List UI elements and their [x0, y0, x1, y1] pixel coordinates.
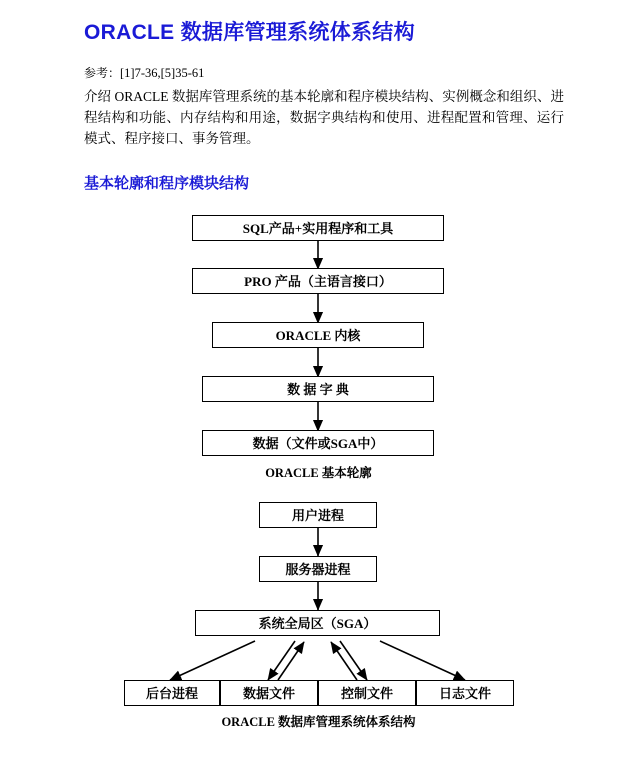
diagram-oracle-outline	[40, 207, 597, 482]
reference-line	[84, 64, 597, 81]
diagram1-box-3-label: ORACLE 内核	[275, 328, 361, 344]
diagram2-box-log-file	[416, 680, 514, 706]
diagram2-box-background-process-label: 后台进程	[145, 686, 198, 702]
page-title: ORACLE 数据库管理系统体系结构	[84, 21, 415, 44]
diagram1-box-4-label: 数 据 字 典	[287, 382, 349, 398]
diagram2-box-data-file	[220, 680, 318, 706]
diagram2-box-background-process	[124, 680, 220, 706]
reference-value: [1]7-36,[5]35-61	[120, 66, 205, 80]
diagram1-box-3	[212, 322, 424, 348]
diagram2-box-sga-label: 系统全局区（SGA）	[258, 616, 377, 632]
diagram1-box-1-label: SQL产品+实用程序和工具	[242, 221, 394, 237]
section-heading: 基本轮廓和程序模块结构	[84, 174, 250, 192]
diagram2-box-control-file-label: 控制文件	[340, 686, 393, 702]
intro-paragraph: 介绍 ORACLE 数据库管理系统的基本轮廓和程序模块结构、实例概念和组织、进程结构和功能、内存结构和用途，数据字典结构和使用、进程配置和管理、运行模式、程序接口、事务管理。	[84, 89, 564, 146]
diagram2-box-server-process-label: 服务器进程	[285, 562, 351, 578]
diagram1-box-1	[192, 215, 444, 241]
diagram1-box-5	[202, 430, 434, 456]
diagram2-box-data-file-label: 数据文件	[242, 686, 295, 702]
diagram2-box-user-process	[259, 502, 377, 528]
diagram1-box-4	[202, 376, 434, 402]
diagram1-box-2-label: PRO 产品（主语言接口）	[244, 274, 392, 290]
diagram2-box-server-process	[259, 556, 377, 582]
diagram1-caption: ORACLE 基本轮廓	[265, 465, 372, 480]
diagram1-box-2	[192, 268, 444, 294]
reference-label: 参考：	[84, 66, 121, 80]
diagram2-box-control-file	[318, 680, 416, 706]
diagram2-box-log-file-label: 日志文件	[438, 686, 491, 702]
diagram2-box-user-process-label: 用户进程	[291, 508, 344, 524]
diagram2-box-sga	[195, 610, 440, 636]
diagram2-caption: ORACLE 数据库管理系统体系结构	[221, 714, 416, 729]
diagram1-box-5-label: 数据（文件或SGA中）	[252, 436, 384, 452]
diagram-oracle-architecture	[40, 496, 597, 746]
